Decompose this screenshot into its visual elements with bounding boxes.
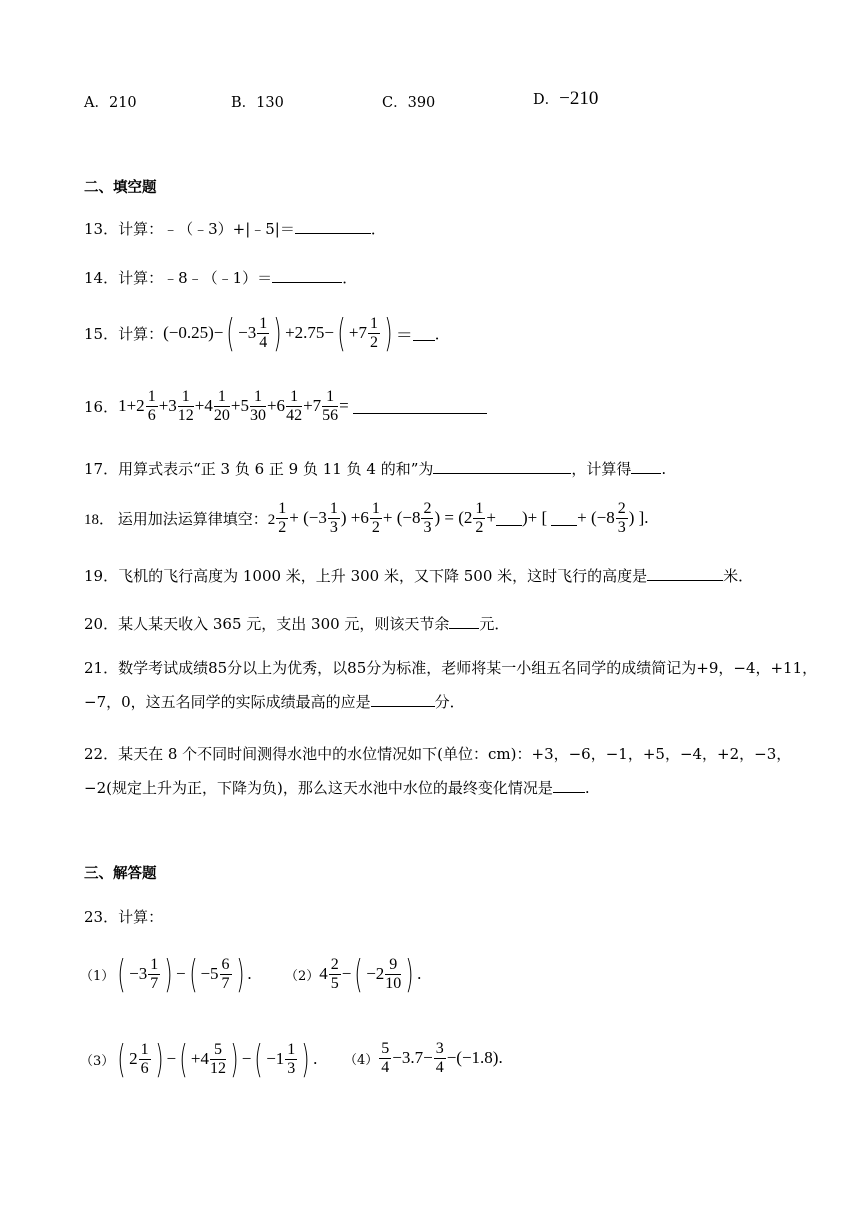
question-17 <box>84 458 666 479</box>
fraction <box>368 315 380 351</box>
numerator: 1 <box>475 500 484 517</box>
q13-text: 13．计算：﹣（﹣3）+|﹣5|＝ <box>84 220 295 238</box>
q23-p2-label: （2） <box>285 968 320 984</box>
q23-part-4 <box>344 1040 503 1076</box>
left-paren: ( <box>254 1037 263 1081</box>
left-paren: ( <box>117 1037 126 1081</box>
q15-p1: (−0.25)− <box>163 323 224 342</box>
operator: −3.7− <box>392 1048 433 1068</box>
q21-line2a: −7，0，这五名同学的实际成绩最高的应是 <box>84 693 371 711</box>
q15-w2: +7 <box>348 323 367 342</box>
fraction <box>257 315 269 351</box>
fraction <box>421 500 433 536</box>
q16-term-lead: +7 <box>303 396 322 416</box>
q22-line2a: −2(规定上升为正，下降为负)，那么这天水池中水位的最终变化情况是 <box>84 779 553 797</box>
right-paren: ) <box>301 1037 310 1081</box>
question-20 <box>84 613 509 634</box>
q15-blank <box>413 339 435 341</box>
denominator: 2 <box>475 518 484 536</box>
fraction <box>286 388 302 424</box>
right-paren: ) <box>164 952 173 996</box>
section3-title: 三、解答题 <box>84 866 157 882</box>
q22-line2b: . <box>584 779 590 797</box>
option-c: C．390 <box>382 95 436 111</box>
section2-title: 二、填空题 <box>84 180 157 196</box>
denominator: 6 <box>140 1059 149 1077</box>
q16-prefix: 16． <box>84 397 119 416</box>
question-16 <box>84 388 487 424</box>
left-paren: ( <box>354 952 363 996</box>
denominator: 3 <box>287 1059 296 1077</box>
whole-part: −1 <box>266 1049 285 1068</box>
operator: − <box>176 964 186 983</box>
q15-dot: ． <box>434 324 450 343</box>
question-13 <box>84 218 386 239</box>
left-paren: ( <box>179 1037 188 1081</box>
question-22 <box>84 743 791 798</box>
operator: − <box>241 1049 252 1068</box>
q23-title: 23．计算： <box>84 908 164 926</box>
left-paren: ( <box>337 311 346 355</box>
fraction <box>379 1040 391 1076</box>
numerator: 1 <box>322 388 338 407</box>
denominator: 3 <box>423 518 432 536</box>
left-paren: ( <box>117 952 126 996</box>
option-b: B．130 <box>231 95 284 111</box>
q18-t2: + (−3 <box>289 508 327 528</box>
q20-end: 元． <box>479 615 510 633</box>
q16-blank <box>353 412 487 414</box>
question-15 <box>84 311 450 355</box>
denominator: 2 <box>371 518 380 536</box>
fraction <box>214 388 230 424</box>
fraction <box>146 388 158 424</box>
whole-part: −3 <box>129 964 148 983</box>
numerator: 1 <box>250 388 266 407</box>
denominator: 4 <box>435 1058 444 1076</box>
denominator: 10 <box>385 974 402 992</box>
numerator: 1 <box>371 500 380 517</box>
denominator: 3 <box>329 518 338 536</box>
q18-t4: + (−8 <box>382 508 421 528</box>
period: . <box>247 964 252 983</box>
q17-text: 17．用算式表示“正 3 负 6 正 9 负 11 负 4 的和”为 <box>84 460 434 478</box>
q18-t5: ) = (2 <box>434 508 473 528</box>
q18-t6: + <box>486 508 496 528</box>
denominator: 4 <box>381 1058 390 1076</box>
denominator: 56 <box>322 406 339 424</box>
numerator: 1 <box>287 1040 296 1058</box>
fraction <box>139 1041 151 1077</box>
fraction <box>385 956 401 992</box>
period: . <box>313 1049 318 1068</box>
numerator: 5 <box>381 1040 390 1057</box>
period: . <box>498 1048 503 1068</box>
fraction <box>250 388 266 424</box>
q19-blank <box>647 579 723 581</box>
numerator: 2 <box>423 500 432 517</box>
numerator: 1 <box>214 388 230 407</box>
q21-line1: 21．数学考试成绩85分以上为优秀，以85分为标准，老师将某一小组五名同学的成绩简记为+9，−4，+11， <box>84 659 818 677</box>
q18-t8: + (−8 <box>577 508 615 528</box>
fraction <box>322 388 338 424</box>
question-19 <box>84 565 753 586</box>
fraction <box>370 500 382 536</box>
denominator: 3 <box>617 518 626 536</box>
q23-part-1 <box>80 952 252 996</box>
fraction <box>220 956 232 992</box>
denominator: 2 <box>369 333 378 351</box>
q13-blank <box>295 232 371 234</box>
option-d <box>533 88 598 110</box>
q18-t7: )+ [ <box>521 508 548 528</box>
q17-blank-2 <box>631 472 661 474</box>
left-paren: ( <box>226 311 235 355</box>
denominator: 7 <box>221 974 230 992</box>
fraction <box>148 956 160 992</box>
numerator: 2 <box>330 955 339 973</box>
q16-term-lead: +5 <box>230 396 249 416</box>
numerator: 1 <box>329 500 338 517</box>
numerator: 9 <box>385 956 401 975</box>
operator: − <box>341 964 352 983</box>
right-paren: ) <box>273 311 282 355</box>
whole-part: 4 <box>319 964 328 983</box>
q16-term-lead: +3 <box>158 396 177 416</box>
q14-blank <box>272 281 342 283</box>
q18-t3: ) +6 <box>340 508 369 528</box>
q23-part-3 <box>80 1037 318 1081</box>
fraction <box>616 500 628 536</box>
question-18 <box>84 500 649 536</box>
numerator: 1 <box>140 1040 149 1058</box>
right-paren: ) <box>405 952 414 996</box>
denominator: 12 <box>209 1059 226 1077</box>
numerator: 1 <box>147 388 156 405</box>
numerator: 1 <box>178 388 194 407</box>
numerator: 1 <box>278 500 287 517</box>
numerator: 5 <box>210 1041 226 1060</box>
q14-text: 14．计算：﹣8﹣（﹣1）＝ <box>84 269 273 287</box>
q15-end: ＝ <box>395 325 413 345</box>
q15-mid: +2.75− <box>285 323 335 342</box>
q23-p4-label: （4） <box>344 1052 379 1068</box>
denominator: 6 <box>147 406 156 424</box>
period: . <box>417 964 422 983</box>
q17-mid: ，计算得 <box>571 460 632 478</box>
question-21 <box>84 657 817 712</box>
q16-term-lead: 1+2 <box>118 396 145 416</box>
right-paren: ) <box>235 952 245 996</box>
q13-end: ． <box>370 220 386 238</box>
right-paren: ) <box>230 1037 239 1081</box>
q16-term-lead: +6 <box>266 396 286 416</box>
numerator: 1 <box>259 314 268 332</box>
numerator: 6 <box>221 955 230 973</box>
q17-blank-1 <box>433 472 571 474</box>
right-paren: ) <box>384 311 393 355</box>
denominator: 20 <box>213 406 230 424</box>
denominator: 5 <box>330 974 339 992</box>
whole-part: 2 <box>129 1049 138 1068</box>
numerator: 1 <box>150 955 159 973</box>
option-a: A．210 <box>84 95 137 111</box>
fraction <box>434 1040 446 1076</box>
q21-blank <box>371 705 435 707</box>
option-d-value: −210 <box>559 88 599 109</box>
q15-prefix: 15．计算： <box>84 324 164 343</box>
question-14 <box>84 267 357 288</box>
q21-line2 <box>84 691 817 712</box>
left-paren: ( <box>188 952 198 996</box>
q18-blank-2 <box>551 524 577 526</box>
q16-end: = <box>339 396 349 416</box>
q22-line1: 22．某天在 8 个不同时间测得水池中的水位情况如下(单位：cm)：+3，−6，−1，+5，−4，+2，−3， <box>84 745 792 763</box>
denominator: 12 <box>177 406 194 424</box>
right-paren: ) <box>154 1037 164 1081</box>
q22-blank <box>553 791 585 793</box>
fraction <box>210 1041 226 1077</box>
numerator: 2 <box>617 500 626 517</box>
fraction <box>178 388 194 424</box>
operator: − <box>166 1049 177 1068</box>
denominator: 42 <box>286 406 303 424</box>
q22-line2 <box>84 777 791 798</box>
denominator: 7 <box>150 974 159 992</box>
numerator: 1 <box>286 388 302 407</box>
whole-part: −2 <box>366 964 385 983</box>
q16-term-lead: +4 <box>194 396 213 416</box>
numerator: 3 <box>435 1040 444 1057</box>
q21-line2b: 分． <box>434 693 465 711</box>
whole-part: +4 <box>190 1049 209 1068</box>
q20-blank <box>449 627 479 629</box>
denominator: 4 <box>259 333 268 351</box>
q19-text: 19．飞机的飞行高度为 1000 米，上升 300 米，又下降 500 米，这时飞行的高度是 <box>84 567 648 585</box>
option-d-label: D． <box>533 92 560 108</box>
q17-end: . <box>661 460 667 478</box>
q23-p1-label: （1） <box>80 968 115 984</box>
fraction <box>329 956 341 992</box>
q23-p3-label: （3） <box>80 1053 115 1069</box>
expression-tail: −(−1.8) <box>446 1048 499 1068</box>
q15-w1: −3 <box>238 323 257 342</box>
denominator: 30 <box>249 406 266 424</box>
fraction <box>285 1041 297 1077</box>
q23-part-2 <box>285 952 422 996</box>
q20-text: 20．某人某天收入 365 元，支出 300 元，则该天节余 <box>84 615 450 633</box>
numerator: 1 <box>369 314 378 332</box>
q18-t9: ) ]. <box>628 508 649 528</box>
fraction <box>473 500 485 536</box>
q18-prefix: 18． 运用加法运算律填空：2 <box>84 511 276 528</box>
fraction <box>328 500 340 536</box>
q18-blank-1 <box>496 524 522 526</box>
whole-part: −5 <box>200 964 219 983</box>
denominator: 2 <box>278 518 287 536</box>
q19-end: 米． <box>723 567 754 585</box>
fraction <box>276 500 288 536</box>
q14-end: ． <box>342 269 358 287</box>
